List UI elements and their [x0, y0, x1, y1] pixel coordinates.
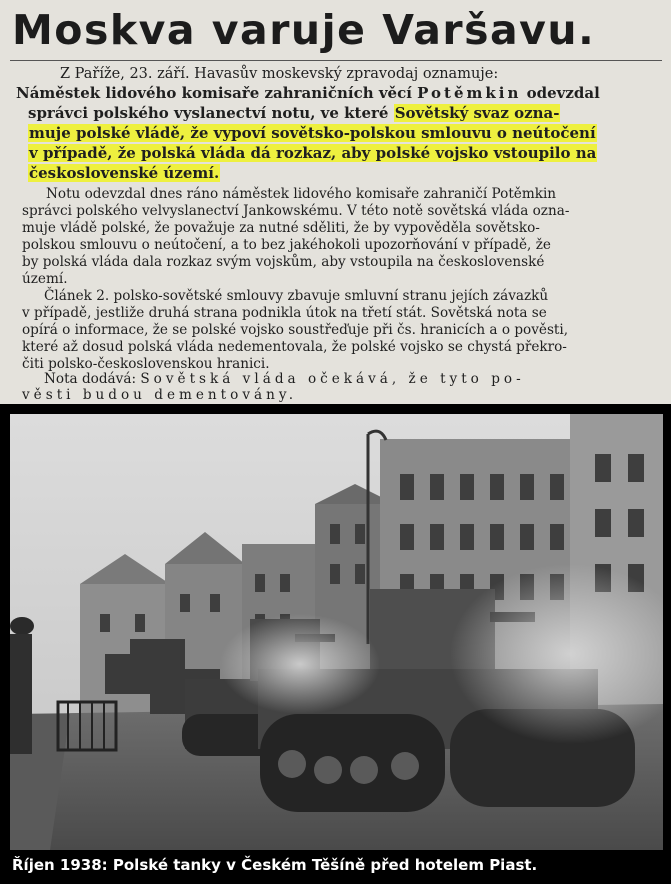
lead-line-2: správci polského vyslanectví notu, ve které Sovětský svaz ozna-	[28, 104, 560, 122]
highlight-mark: muje polské vládě, že vypoví sovětsko-polskou smlouvu o neútočení	[29, 124, 596, 142]
paragraph2-line: Článek 2. polsko-sovětské smlouvy zbavuje smluvní stranu jejích závazků	[44, 288, 549, 304]
lead-line-5	[28, 164, 220, 182]
paragraph1-line: by polská vláda dala rozkaz svým vojskům, aby vstoupila na československé	[22, 254, 545, 270]
lead-line-1: Náměstek lidového komisaře zahraničních věcí Potěmkin odevzdal	[16, 84, 600, 102]
soldier-figure	[10, 617, 34, 754]
paragraph2-line: v případě, jestliže druhá strana podnikla útok na třetí stát. Sovětská nota se	[22, 305, 547, 321]
paragraph1-line: Notu odevzdal dnes ráno náměstek lidového komisaře zahraničí Potěmkin	[46, 186, 557, 202]
paragraph1-line: správci polského velvyslanectví Jankowskému. V této notě sovětská vláda ozna-	[22, 203, 570, 219]
closing-line-1: Nota dodává: Sovětská vláda očekává, že tyto po-	[44, 371, 525, 387]
paragraph1-line: polskou smlouvu o neútočení, a to bez jakéhokoli upozorňování v případě, že	[22, 237, 551, 253]
highlight-mark: československé území.	[29, 164, 220, 182]
tanks-street-photo	[10, 414, 663, 850]
highlight-mark: v případě, že polská vláda dá rozkaz, aby polské vojsko vstoupilo na	[29, 144, 597, 162]
photo-caption: Říjen 1938: Polské tanky v Českém Těšíně před hotelem Piast.	[12, 856, 538, 874]
headline-rule	[10, 60, 662, 61]
lead-line-3	[28, 124, 597, 142]
paragraph2-line: čiti polsko-československou hranici.	[22, 356, 270, 372]
closing-line-2: věsti budou dementovány.	[22, 387, 298, 403]
lead-line-4	[28, 144, 597, 162]
dateline: Z Paříže, 23. září. Havasův moskevský zpravodaj oznamuje:	[60, 66, 499, 82]
newspaper-clipping	[0, 0, 671, 404]
paragraph1-line: území.	[22, 271, 68, 287]
headline: Moskva varuje Varšavu.	[12, 6, 596, 54]
paragraph2-line: které až dosud polská vláda nedementovala, že polské vojsko se chystá překro-	[22, 339, 567, 355]
paragraph2-line: opírá o informace, že se polské vojsko soustřeďuje při čs. hranicích a o pověsti,	[22, 322, 569, 338]
historical-photo	[10, 414, 663, 850]
paragraph1-line: muje vládě polské, že považuje za nutné sděliti, že by vypověděla sovětsko-	[22, 220, 540, 236]
highlight-mark: Sovětský svaz ozna-	[394, 104, 560, 122]
